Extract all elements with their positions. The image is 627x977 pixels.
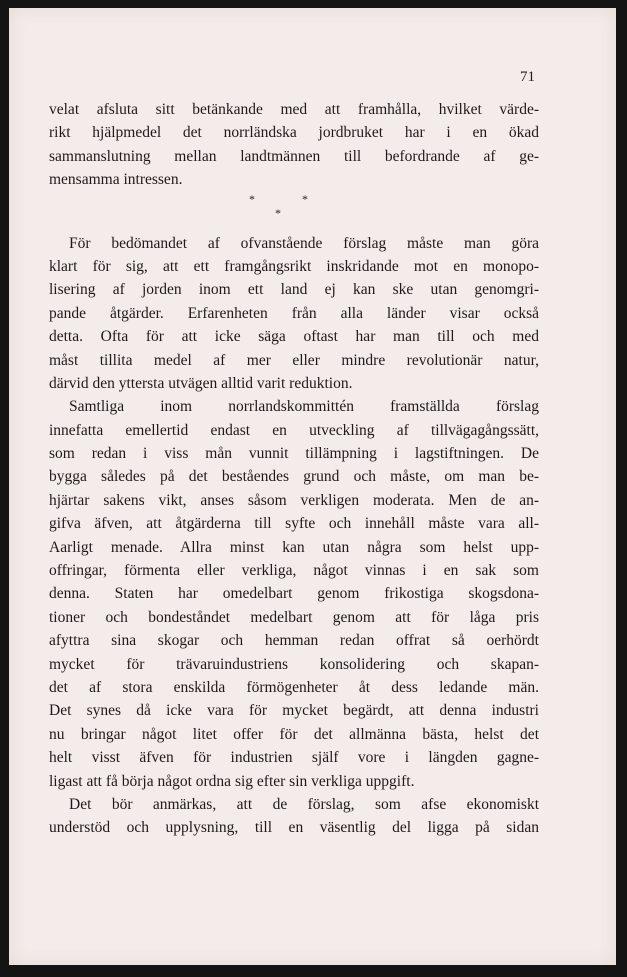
asterisk-mark: *	[249, 191, 255, 206]
text-line: nu bringar något litet offer för det allmänna bästa, helst det	[49, 725, 539, 743]
text-line: velat afsluta sitt betänkande med att framhålla, hvilket värde-	[49, 101, 539, 118]
text-line: måst tillita medel af mer eller mindre revolutionär natur,	[49, 351, 539, 369]
text-line: mycket för trävaruindustriens konsolidering och skapan-	[49, 655, 539, 673]
body-text	[49, 98, 539, 840]
text-line: pande åtgärder. Erfarenheten från alla länder visar också	[49, 304, 539, 322]
text-line: Aarligt menade. Allra minst kan utan några som helst upp-	[49, 538, 539, 556]
text-line: sammanslutning mellan landtmännen till befordrande af ge-	[49, 147, 539, 165]
text-line: lisering af jorden inom ett land ej kan ske utan genomgri-	[49, 281, 539, 299]
text-line: hjärtar sakens vikt, anses såsom verkligen moderata. Men de an-	[49, 491, 539, 509]
text-line: Det bör anmärkas, att de förslag, som afse ekonomiskt	[69, 795, 539, 813]
text-line: tioner och bondeståndet medelbart genom att för låga pris	[49, 608, 539, 626]
text-line: rikt hjälpmedel det norrländska jordbruket har i en ökad	[49, 124, 539, 142]
text-line: mensamma intressen.	[49, 171, 183, 189]
text-line: afyttra sina skogar och hemman redan offrat så oerhördt	[49, 632, 539, 650]
page-number: 71	[520, 69, 535, 85]
text-line: För bedömandet af ofvanstående förslag måste man göra	[69, 234, 539, 252]
paragraph-3	[49, 395, 539, 793]
paragraph-4	[49, 793, 539, 840]
text-line: gifva äfven, att åtgärderna till syfte och innehåll måste vara all-	[49, 515, 539, 533]
text-line: det af stora enskilda förmögenheter åt dess ledande män.	[49, 678, 539, 696]
text-line: innefatta emellertid endast en utveckling af tillvägagångssätt,	[49, 421, 539, 439]
text-line: bygga således på det beståendes grund och måste, om man be-	[49, 468, 539, 486]
text-line: Samtliga inom norrlandskommittén framställda förslag	[69, 398, 539, 416]
text-line: ligast att få börja något ordna sig efter sin verkliga uppgift.	[49, 772, 415, 790]
asterisk-mark: *	[302, 191, 308, 206]
book-page	[9, 8, 616, 965]
paragraph-2	[49, 232, 539, 396]
section-asterism	[49, 192, 539, 232]
text-line: klart för sig, att ett framgångsrikt inskridande mot en monopo-	[49, 257, 539, 275]
text-line: denna. Staten har omedelbart genom frikostiga skogsdona-	[49, 585, 539, 603]
text-line: helt visst äfven för industrien själf vore i längden gagne-	[49, 749, 539, 767]
text-line: understöd och upplysning, till en väsentlig del ligga på sidan	[49, 819, 539, 837]
asterisk-mark: *	[275, 205, 281, 220]
text-line: Det synes då icke vara för mycket begärdt, att denna industri	[49, 702, 539, 720]
text-line: därvid den yttersta utvägen alltid varit reduktion.	[49, 374, 353, 392]
text-line: som redan i viss mån vunnit tillämpning i lagstiftningen. De	[49, 445, 539, 463]
paragraph-opening	[49, 98, 539, 192]
text-line: offringar, förmenta eller verkliga, något vinnas i en sak som	[49, 562, 539, 580]
text-line: detta. Ofta för att icke säga oftast har man till och med	[49, 328, 539, 346]
